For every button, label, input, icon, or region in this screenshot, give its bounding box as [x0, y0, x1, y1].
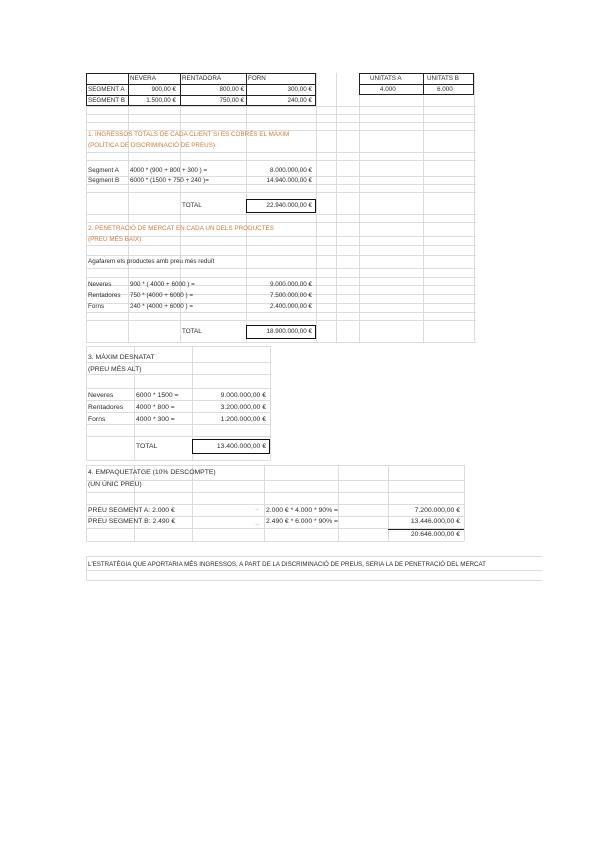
section3-row-label: Forns — [88, 416, 106, 423]
price-header-forn: FORN — [248, 75, 266, 82]
arrow-right-icon: → — [254, 521, 260, 527]
price-table-divider — [128, 73, 129, 106]
section3-row-label: Rentadores — [88, 404, 124, 411]
section1-row-formula: 4000 * (900 + 800 + 300 ) = — [130, 167, 208, 174]
price-cell: 750,00 € — [219, 97, 244, 104]
section1-row-formula: 6000 * (1500 + 750 + 240 )= — [130, 177, 209, 184]
section3-row-value: 9.000.000,00 € — [220, 392, 266, 399]
section2-row-label: Neveres — [88, 281, 112, 288]
section3-row-value: 3.200.000,00 € — [220, 404, 266, 411]
section2-row-value: 9.000.000,00 € — [269, 281, 312, 288]
section1-total-value: 22.940.000,00 € — [266, 202, 312, 209]
row-label-segment-b: SEGMENT B — [88, 97, 125, 104]
section2-note: Agafarem els productes amb preu més reduït — [88, 258, 215, 265]
row-label-segment-a: SEGMENT A — [88, 86, 125, 93]
section1-row-value: 8.000.000,00 € — [269, 167, 312, 174]
price-cell: 240,00 € — [287, 97, 312, 104]
section1-subtitle: (POLÍTICA DE DISCRIMINACIÓ DE PREUS) — [88, 142, 216, 149]
conclusion-text: L'ESTRATÈGIA QUE APORTARIA MÉS INGRESSOS, A PART DE LA DISCRIMINACIÓ DE PREUS, SERIA LA DE PENETRACIÓ DEL MERCAT — [88, 561, 486, 568]
units-value-a: 4.000 — [380, 86, 396, 93]
units-header-a: UNITATS A — [370, 75, 402, 82]
price-cell: 300,00 € — [287, 86, 312, 93]
section4-row-value: 7.200.000,00 € — [414, 507, 460, 514]
section3-total-value: 13.400.000,00 € — [216, 443, 266, 450]
section3-subtitle: (PREU MÉS ALT) — [88, 366, 142, 373]
section2-row-label: Forns — [88, 303, 105, 310]
price-cell: 1.500,00 € — [146, 97, 176, 104]
section4-total-value: 20.646.000,00 € — [410, 531, 460, 538]
section3-row-value: 1.200.000,00 € — [220, 416, 266, 423]
section3-row-formula: 4000 * 800 = — [136, 404, 175, 411]
section4-row-label: PREU SEGMENT A: 2.000 € — [88, 507, 175, 514]
price-cell: 900,00 € — [151, 86, 176, 93]
section3-title: 3. MÀXIM DESNATAT — [88, 354, 155, 361]
section1-row-value: 14.940.000,00 € — [266, 177, 312, 184]
price-header-nevera: NEVERA — [130, 75, 156, 82]
price-table-divider — [86, 84, 316, 85]
section2-title: 2. PENETRACIÓ DE MERCAT EN CADA UN DELS PRODUCTES — [88, 225, 274, 232]
section2-row-value: 2.400.000,00 € — [269, 303, 312, 310]
section2-row-label: Rentadores — [88, 292, 121, 299]
section2-subtitle: (PREU MÉS BAIX) — [88, 236, 142, 243]
section2-row-formula: 900 * ( 4000 + 6000 ) = — [130, 281, 195, 288]
section3-row-formula: 4000 * 300 = — [136, 416, 175, 423]
price-table-divider — [246, 73, 247, 106]
section2-row-value: 7.500.000,00 € — [269, 292, 312, 299]
section4-row-label: PREU SEGMENT B: 2.490 € — [88, 518, 176, 525]
section3-row-formula: 6000 * 1500 = — [136, 392, 179, 399]
units-header-b: UNITATS B — [427, 75, 459, 82]
section4-row-value: 13.446.000,00 € — [410, 518, 460, 525]
section1-row-label: Segment B — [88, 177, 120, 184]
section2-total-label: TOTAL — [182, 328, 202, 335]
price-table-divider — [180, 73, 181, 106]
price-header-rentadora: RENTADORA — [182, 75, 222, 82]
section4-row-formula: 2.000 € * 4.000 * 90% = — [266, 507, 338, 514]
section4-row-formula: 2.490 € * 6.000 * 90% = — [266, 518, 338, 525]
section1-title: 1. INGRESSOS TOTALS DE CADA CLIENT SI ES COBRÉS EL MÀXIM — [88, 131, 290, 138]
section1-row-label: Segment A — [88, 167, 119, 174]
price-cell: 800,00 € — [219, 86, 244, 93]
units-table-divider — [359, 84, 474, 85]
section4-sum-line — [388, 529, 464, 530]
section2-total-value: 18.900.000,00 € — [266, 328, 312, 335]
section2-row-formula: 240 * (4000 + 6000 ) = — [130, 303, 194, 310]
section4-title: 4. EMPAQUETATGE (10% DESCOMPTE) — [88, 469, 216, 476]
section1-total-label: TOTAL — [182, 202, 202, 209]
units-table-divider — [423, 73, 424, 95]
arrow-right-icon: → — [254, 506, 260, 512]
section4-subtitle: (UN ÚNIC PREU) — [88, 481, 142, 488]
section2-row-formula: 750 * (4000 + 6000 ) = — [130, 292, 194, 299]
units-value-b: 6.000 — [437, 86, 453, 93]
price-table-divider — [86, 95, 316, 96]
section3-total-label: TOTAL — [136, 443, 158, 450]
section3-row-label: Neveres — [88, 392, 114, 399]
